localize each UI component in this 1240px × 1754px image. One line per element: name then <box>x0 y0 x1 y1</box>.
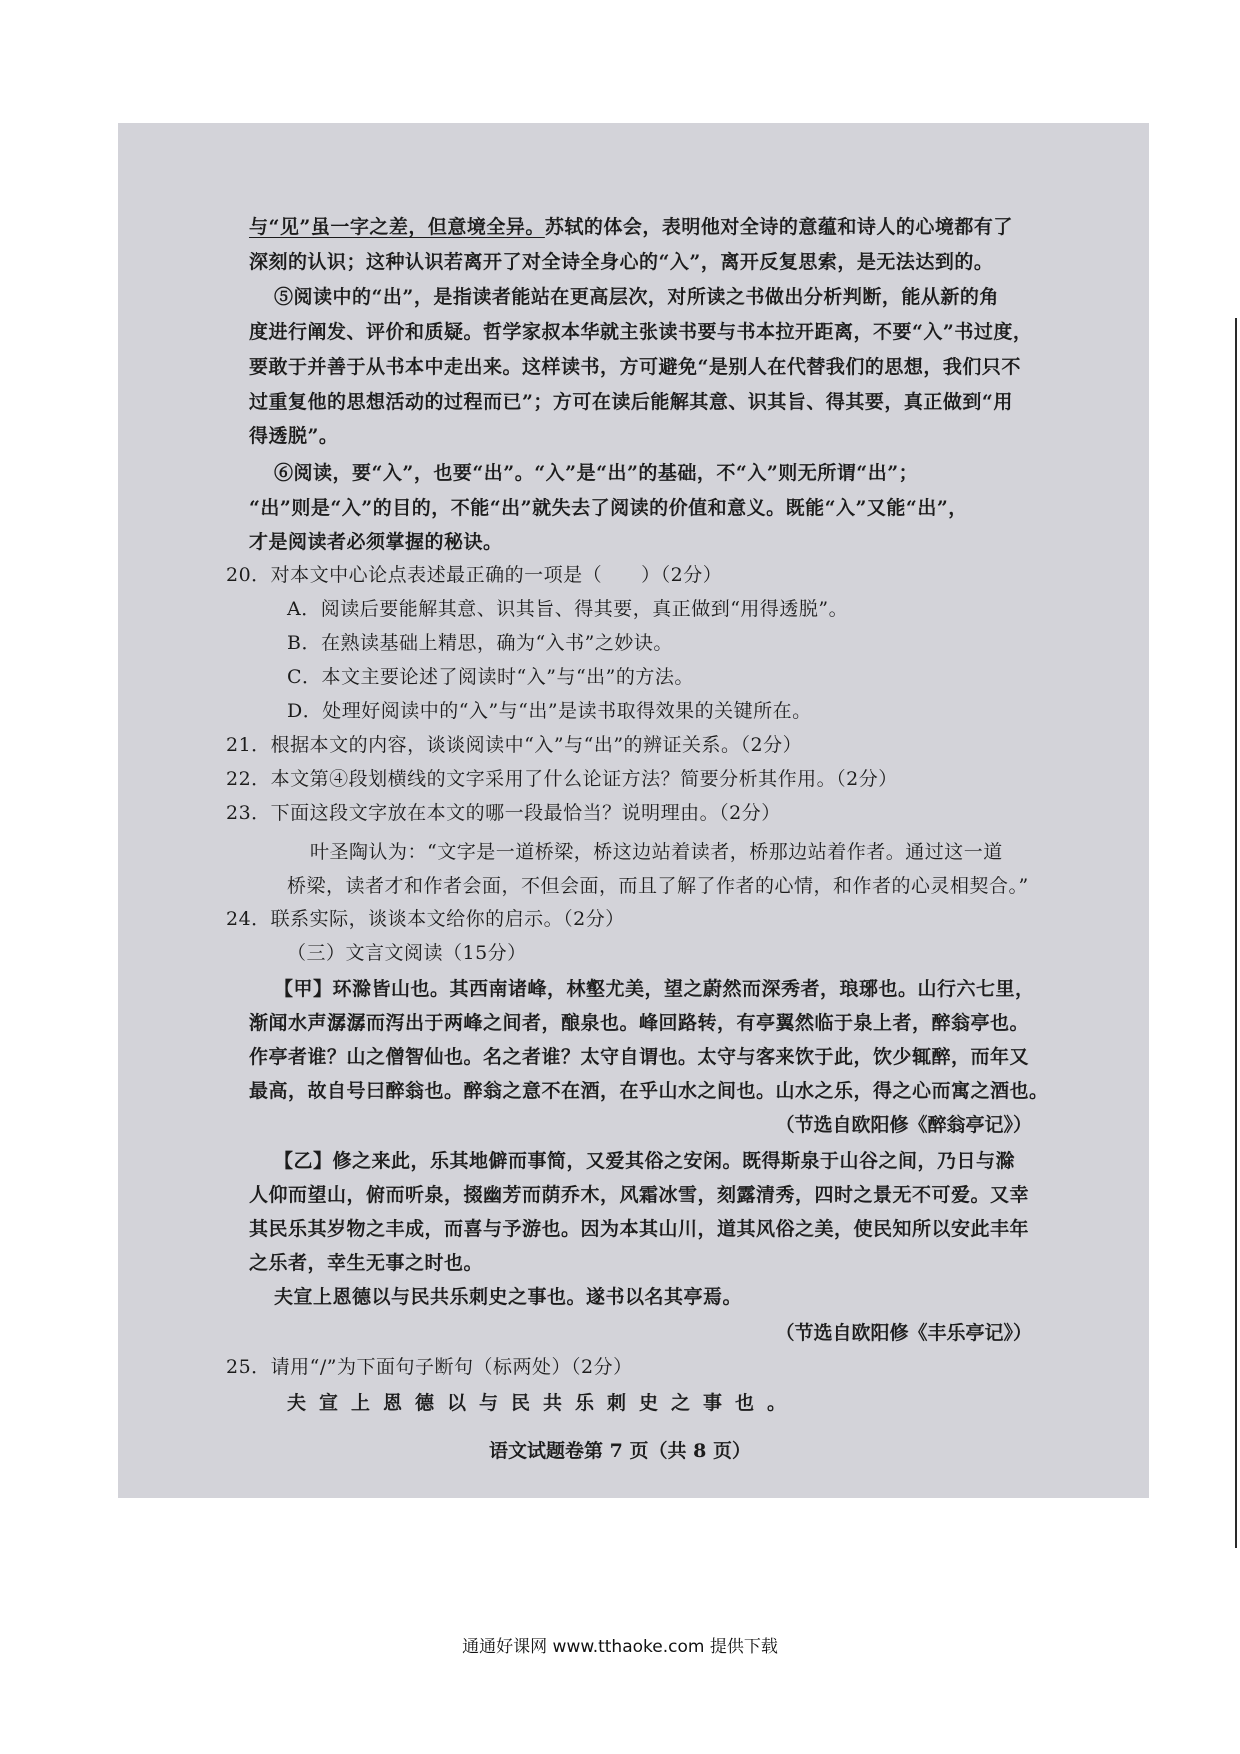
p4-line-2: 深刻的认识；这种认识若离开了对全诗全身心的“入”，离开反复思索，是无法达到的。 <box>249 251 994 273</box>
q23-quote-line-1: 叶圣陶认为：“文字是一道桥梁，桥这边站着读者，桥那边站着作者。通过这一道 <box>310 841 1003 863</box>
p4-line-1-rest: 苏轼的体会，表明他对全诗的意蕴和诗人的心境都有了 <box>544 216 1013 238</box>
p5-line-5: 得透脱”。 <box>249 425 339 447</box>
p5-line-2: 度进行阐发、评价和质疑。哲学家叔本华就主张读书要与书本拉开距离，不要“入”书过度， <box>249 321 1033 343</box>
q25-sentence: 夫宣上恩德以与民共乐刺史之事也。 <box>287 1392 800 1414</box>
page-number: 语文试题卷第 7 页（共 8 页） <box>489 1440 751 1462</box>
yi-line-5: 夫宣上恩德以与民共乐刺史之事也。遂书以名其亭焉。 <box>274 1286 743 1308</box>
yi-line-3: 其民乐其岁物之丰成，而喜与予游也。因为本其山川，道其风俗之美，使民知所以安此丰年 <box>249 1218 1030 1240</box>
yi-line-2: 人仰而望山，俯而听泉，掇幽芳而荫乔木，风霜冰雪，刻露清秀，四时之景无不可爱。又幸 <box>249 1184 1030 1206</box>
p4-line-1 <box>249 215 1013 239</box>
yi-line-4: 之乐者，幸生无事之时也。 <box>249 1252 484 1274</box>
question-25: 25．请用“/”为下面句子断句（标两处）（2分） <box>226 1356 633 1378</box>
jia-line-2: 渐闻水声潺潺而泻出于两峰之间者，酿泉也。峰回路转，有亭翼然临于泉上者，醉翁亭也。 <box>249 1012 1030 1034</box>
p5-line-1: ⑤阅读中的“出”，是指读者能站在更高层次，对所读之书做出分析判断，能从新的角 <box>274 286 999 308</box>
option-d: D．处理好阅读中的“入”与“出”是读书取得效果的关键所在。 <box>287 700 812 722</box>
question-20: 20．对本文中心论点表述最正确的一项是（ ）（2分） <box>226 564 723 586</box>
p5-line-4: 过重复他的思想活动的过程而已”；方可在读后能解其意、识其旨、得其要，真正做到“用 <box>249 391 1013 413</box>
q23-quote-line-2: 桥梁，读者才和作者会面，不但会面，而且了解了作者的心情，和作者的心灵相契合。” <box>287 875 1029 897</box>
margin-rule <box>1235 318 1237 1548</box>
section-3-heading: （三）文言文阅读（15分） <box>287 942 527 964</box>
p6-line-2: “出”则是“入”的目的，不能“出”就失去了阅读的价值和意义。既能“入”又能“出”， <box>249 497 968 519</box>
yi-source: （节选自欧阳修《丰乐亭记》） <box>775 1322 1032 1344</box>
jia-source: （节选自欧阳修《醉翁亭记》） <box>775 1114 1032 1136</box>
option-c: C．本文主要论述了阅读时“入”与“出”的方法。 <box>287 666 694 688</box>
p6-line-1: ⑥阅读，要“入”，也要“出”。“入”是“出”的基础，不“入”则无所谓“出”； <box>274 462 919 484</box>
option-b: B．在熟读基础上精思，确为“入书”之妙诀。 <box>287 632 673 654</box>
option-a: A．阅读后要能解其意、识其旨、得其要，真正做到“用得透脱”。 <box>287 598 849 620</box>
p6-line-3: 才是阅读者必须掌握的秘诀。 <box>249 531 503 553</box>
question-22: 22．本文第④段划横线的文字采用了什么论证方法？简要分析其作用。（2分） <box>226 768 898 790</box>
jia-line-4: 最高，故自号曰醉翁也。醉翁之意不在酒，在乎山水之间也。山水之乐，得之心而寓之酒也。 <box>249 1080 1049 1102</box>
question-21: 21．根据本文的内容，谈谈阅读中“入”与“出”的辨证关系。（2分） <box>226 734 803 756</box>
underlined-text: 与“见”虽一字之差，但意境全异。 <box>249 216 545 238</box>
download-footer: 通通好课网 www.tthaoke.com 提供下载 <box>462 1637 778 1657</box>
p5-line-3: 要敢于并善于从书本中走出来。这样读书，方可避免“是别人在代替我们的思想，我们只不 <box>249 356 1021 378</box>
yi-line-1: 【乙】修之来此，乐其地僻而事简，又爱其俗之安闲。既得斯泉于山谷之间，乃日与滁 <box>274 1150 1016 1172</box>
jia-line-3: 作亭者谁？山之僧智仙也。名之者谁？太守自谓也。太守与客来饮于此，饮少辄醉，而年又 <box>249 1046 1030 1068</box>
question-23: 23．下面这段文字放在本文的哪一段最恰当？说明理由。（2分） <box>226 802 781 824</box>
jia-line-1: 【甲】环滁皆山也。其西南诸峰，林壑尤美，望之蔚然而深秀者，琅琊也。山行六七里， <box>274 978 1035 1000</box>
question-24: 24．联系实际，谈谈本文给你的启示。（2分） <box>226 908 625 930</box>
